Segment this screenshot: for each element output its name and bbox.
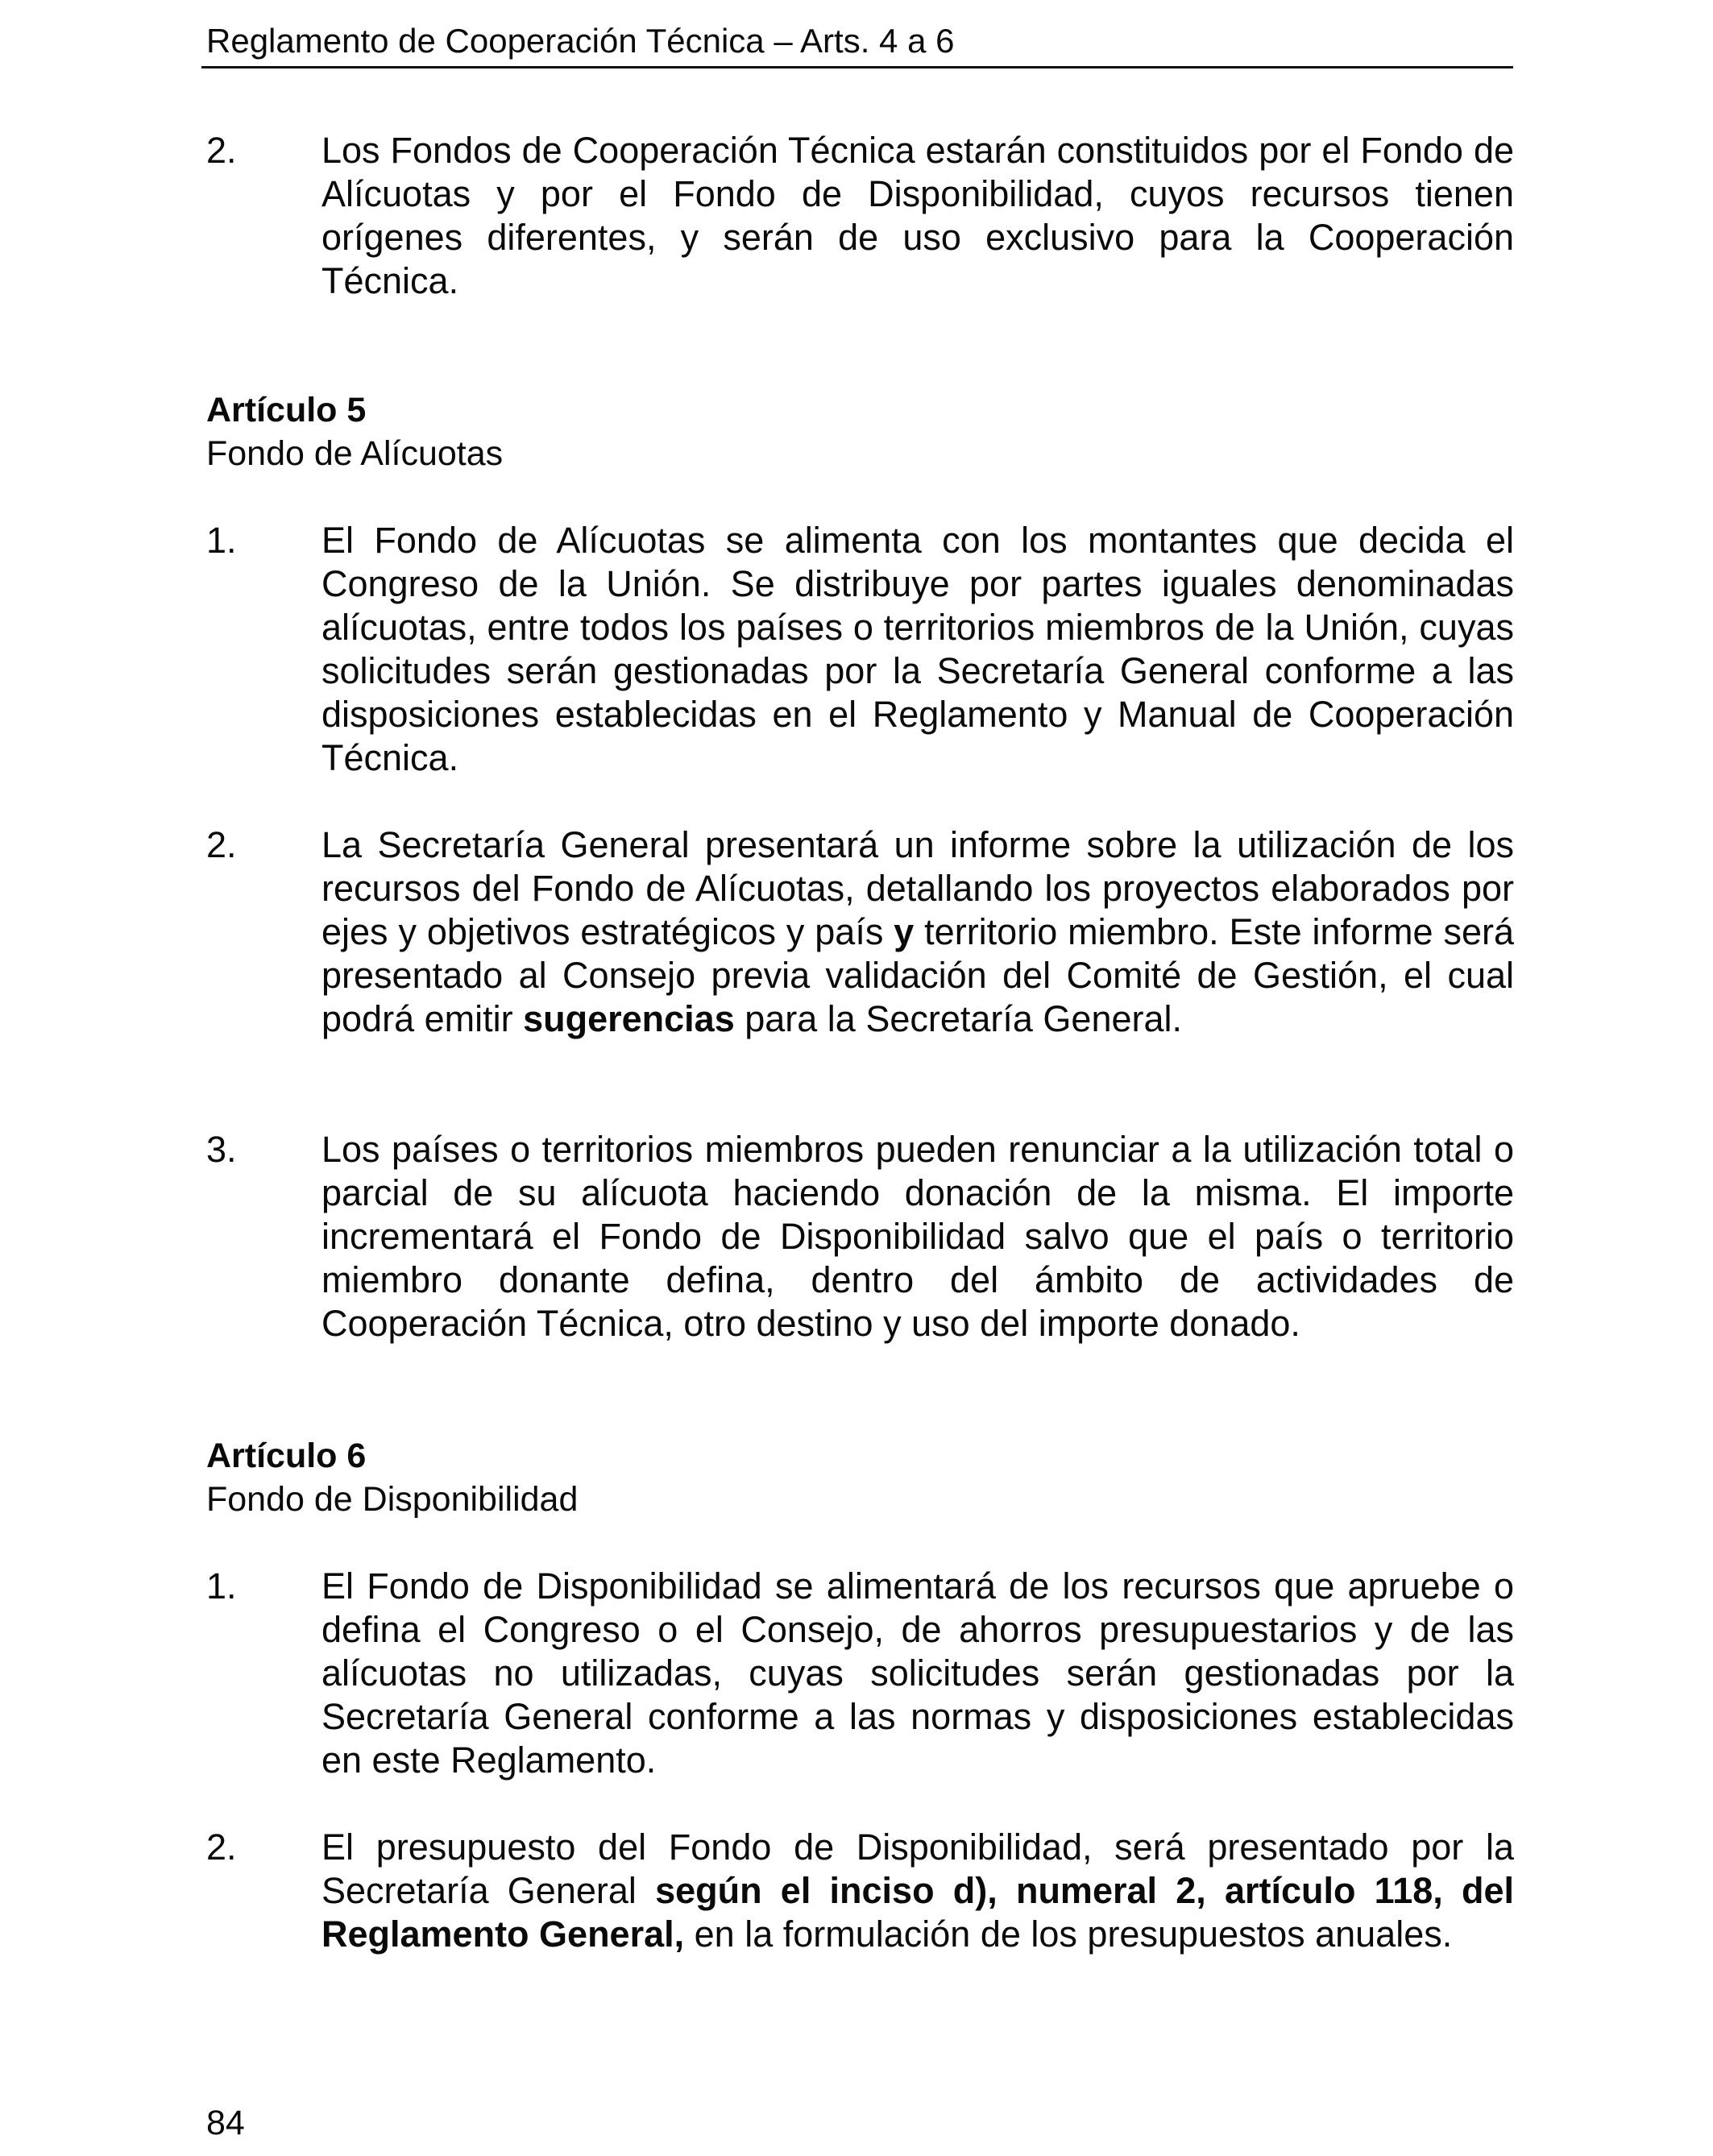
text-run: El presupuesto del Fondo de Disponibilidad, será presentado por la Secretaría General	[321, 1826, 1514, 1911]
text-run: La Secretaría General presentará un informe sobre la utilización de los recursos del Fondo de Alícuotas, detallando los proyectos elaborados por ejes y objetivos estratégicos y país	[321, 824, 1514, 952]
bold-run: según el inciso d), numeral 2, artículo 118, del Reglamento General,	[321, 1870, 1514, 1955]
article-5-heading: Artículo 5	[206, 391, 367, 429]
item-text: Los Fondos de Cooperación Técnica estarán constituidos por el Fondo de Alícuotas y por el Fondo de Disponibilidad, cuyos recursos tienen orígenes diferentes, y serán de uso exclusivo para la Cooperación Técnica.	[321, 130, 1514, 301]
item-text: El Fondo de Disponibilidad se alimentará de los recursos que apruebe o defina el Congreso o el Consejo, de ahorros presupuestarios y de las alícuotas no utilizadas, cuyas solicitudes serán gestionadas por la Secretaría General conforme a las normas y disposiciones establecidas en este Reglamento.	[321, 1565, 1514, 1781]
text-run: en la formulación de los presupuestos anuales.	[684, 1913, 1453, 1955]
text-run: para la Secretaría General.	[734, 998, 1183, 1039]
item-text	[321, 823, 1514, 1041]
item-number: 1.	[206, 520, 237, 561]
article-5-subtitle: Fondo de Alícuotas	[206, 434, 504, 473]
bold-run: y	[894, 911, 915, 952]
item-text	[321, 1826, 1514, 1956]
bold-run: sugerencias	[523, 998, 735, 1039]
item-number: 2.	[206, 824, 237, 865]
running-header: Reglamento de Cooperación Técnica – Arts. 4 a 6	[206, 22, 955, 60]
item-number: 3.	[206, 1129, 237, 1170]
text-run: territorio miembro. Este informe será presentado al Consejo previa validación del Comité de Gestión, el cual podrá emitir	[321, 911, 1514, 1039]
page-number: 84	[206, 2104, 245, 2142]
article-6-subtitle: Fondo de Disponibilidad	[206, 1480, 579, 1519]
item-number: 2.	[206, 130, 237, 171]
header-rule	[201, 66, 1513, 68]
item-text: Los países o territorios miembros pueden renunciar a la utilización total o parcial de su alícuota haciendo donación de la misma. El importe incrementará el Fondo de Disponibilidad salvo que el país o territorio miembro donante defina, dentro del ámbito de actividades de Cooperación Técnica, otro destino y uso del importe donado.	[321, 1129, 1514, 1344]
item-text: El Fondo de Alícuotas se alimenta con los montantes que decida el Congreso de la Unión. Se distribuye por partes iguales denominadas alícuotas, entre todos los países o territorios miembros de la Unión, cuyas solicitudes serán gestionadas por la Secretaría General conforme a las disposiciones establecidas en el Reglamento y Manual de Cooperación Técnica.	[321, 520, 1514, 778]
article-6-heading: Artículo 6	[206, 1437, 367, 1475]
item-number: 2.	[206, 1826, 237, 1868]
item-number: 1.	[206, 1565, 237, 1607]
